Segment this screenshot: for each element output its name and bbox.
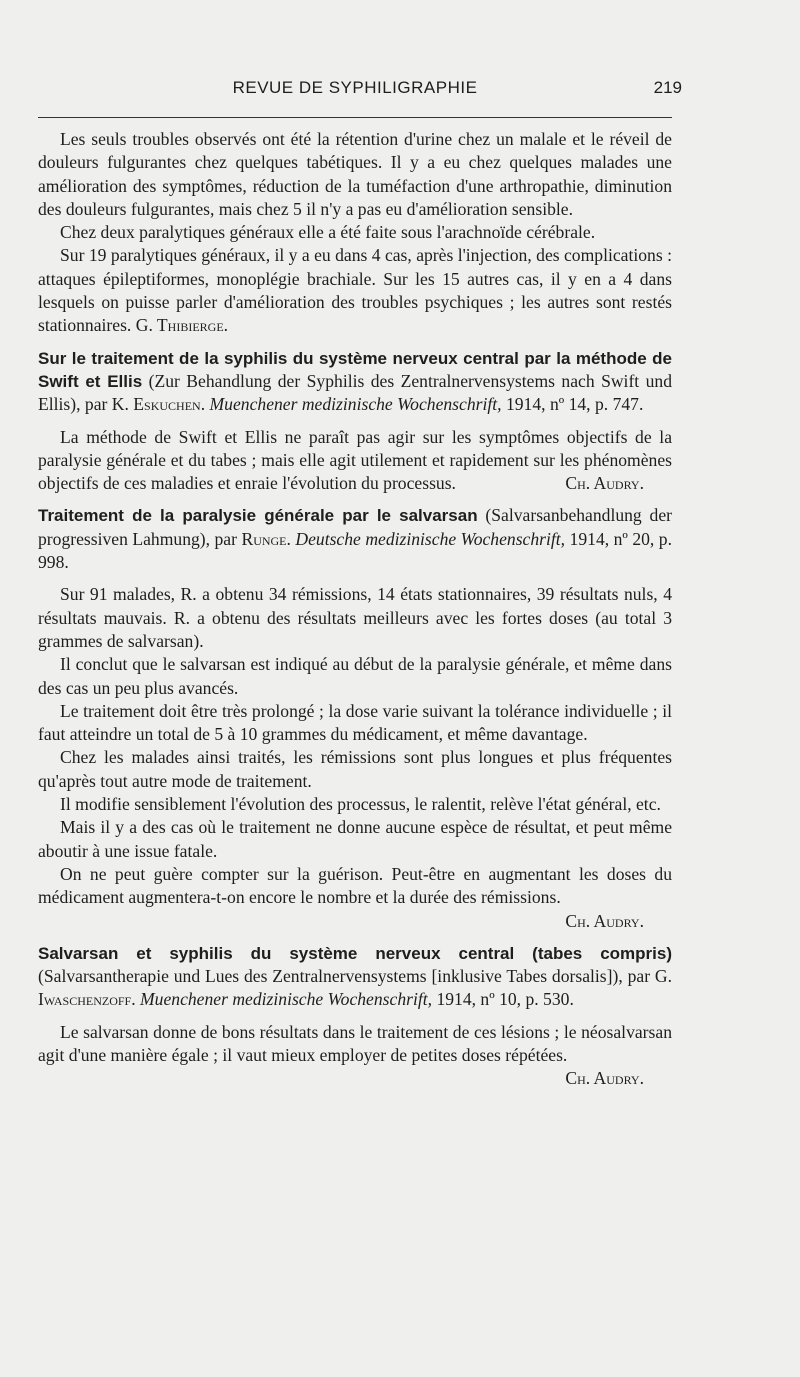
paragraph-text: Le salvarsan donne de bons résultats dans le traitement de ces lésions ; le néosalvarsan agit d'une manière égale ; il vaut mieux employer de petites doses répétées. xyxy=(38,1021,672,1065)
signature: Ch. Audry. xyxy=(565,1068,644,1089)
paragraph: Sur 91 malades, R. a obtenu 34 rémissions, 14 états stationnaires, 39 résultats nuls, 4 résultats mauvais. R. a obtenu des résultats meilleurs avec les fortes doses (au total 3 grammes de salvarsan). xyxy=(38,584,672,651)
article-title: Salvarsan et syphilis du système nerveux central (tabes compris) xyxy=(38,943,672,963)
article-heading xyxy=(38,504,672,574)
article-heading xyxy=(38,942,672,1012)
paragraph xyxy=(38,863,672,933)
article-author: K. Eskuchen. xyxy=(111,394,206,415)
signature: Ch. Audry. xyxy=(565,473,644,494)
article-reference: 1914, nº 20, p. 998. xyxy=(38,528,672,573)
paragraph xyxy=(38,1021,672,1091)
article-journal: Muenchener medizinische Wochenschrift, xyxy=(209,394,502,415)
journal-title: REVUE DE SYPHILIGRAPHIE xyxy=(232,78,478,97)
paragraph: Le traitement doit être très prolongé ; la dose varie suivant la tolérance individuelle ; il faut atteindre un total de 5 à 10 grammes du médicament, et même davantage. xyxy=(38,700,672,745)
article-reference: 1914, nº 14, p. 747. xyxy=(505,394,644,415)
article-subtitle: (Salvarsanbehandlung der progressiven Lahmung), par xyxy=(38,505,672,549)
article-author: G. Iwaschenzoff. xyxy=(38,966,672,1010)
paragraph-text: On ne peut guère compter sur la guérison. Peut-être en augmentant les doses du médicament augmentera-t-on encore le nombre et la durée des rémissions. xyxy=(38,863,672,908)
page-number: 219 xyxy=(653,78,682,97)
article-journal: Muenchener medizinische Wochenschrift, xyxy=(140,989,433,1010)
header-rule xyxy=(38,117,672,118)
paragraph: Mais il y a des cas où le traitement ne donne aucune espèce de résultat, et peut même aboutir à une issue fatale. xyxy=(38,817,672,861)
paragraph xyxy=(38,244,672,337)
article-journal: Deutsche medizinische Wochenschrift, xyxy=(295,528,566,549)
paragraph: Les seuls troubles observés ont été la rétention d'urine chez un malale et le réveil de douleurs fulgurantes chez quelques tabétiques. Il y a eu chez quelques malades une amélioration des symptômes, réduction de la tuméfaction d'une arthropathie, diminution des douleurs fulgurantes, mais chez 5 il n'y a pas eu d'amélioration sensible. xyxy=(38,129,672,219)
article-subtitle: (Zur Behandlung der Syphilis des Zentralnervensystems nach Swift und Ellis), par xyxy=(38,370,673,415)
running-header xyxy=(38,78,682,102)
article-subtitle: (Salvarsantherapie und Lues des Zentralnervensystems [inklusive Tabes dorsalis]), par xyxy=(38,966,651,987)
signature: G. Thibierge. xyxy=(135,315,229,336)
paragraph-text: Sur 19 paralytiques généraux, il y a eu dans 4 cas, après l'injection, des complications : attaques épileptiformes, monoplégie brachiale. Sur les 15 autres cas, il y en a 4 dans lesquels on puisse parler d'amélioration des troubles psychiques ; les autres sont restés stationnaires. xyxy=(38,245,672,336)
article-author: Runge. xyxy=(241,528,291,549)
article-reference: 1914, nº 10, p. 530. xyxy=(436,989,574,1010)
signature: Ch. Audry. xyxy=(565,910,644,931)
paragraph-text: La méthode de Swift et Ellis ne paraît pas agir sur les symptômes objectifs de la paralysie générale et du tabes ; mais elle agit utilement et rapidement sur les phénomènes objectifs de ces maladies et enraie l'évolution du processus. xyxy=(38,426,672,494)
paragraph xyxy=(38,426,672,496)
article-title: Sur le traitement de la syphilis du système nerveux central par la méthode de Swift et Ellis xyxy=(38,348,672,391)
paragraph: Il modifie sensiblement l'évolution des processus, le ralentit, relève l'état général, etc. xyxy=(60,794,661,815)
article-title: Traitement de la paralysie générale par le salvarsan xyxy=(38,506,478,526)
paragraph: Chez deux paralytiques généraux elle a été faite sous l'arachnoïde cérébrale. xyxy=(60,222,596,243)
paragraph: Chez les malades ainsi traités, les rémissions sont plus longues et plus fréquentes qu'après tout autre mode de traitement. xyxy=(38,747,672,791)
page-body xyxy=(38,128,672,1091)
paragraph: Il conclut que le salvarsan est indiqué au début de la paralysie générale, et même dans des cas un peu plus avancés. xyxy=(38,654,672,698)
article-heading xyxy=(38,347,672,417)
